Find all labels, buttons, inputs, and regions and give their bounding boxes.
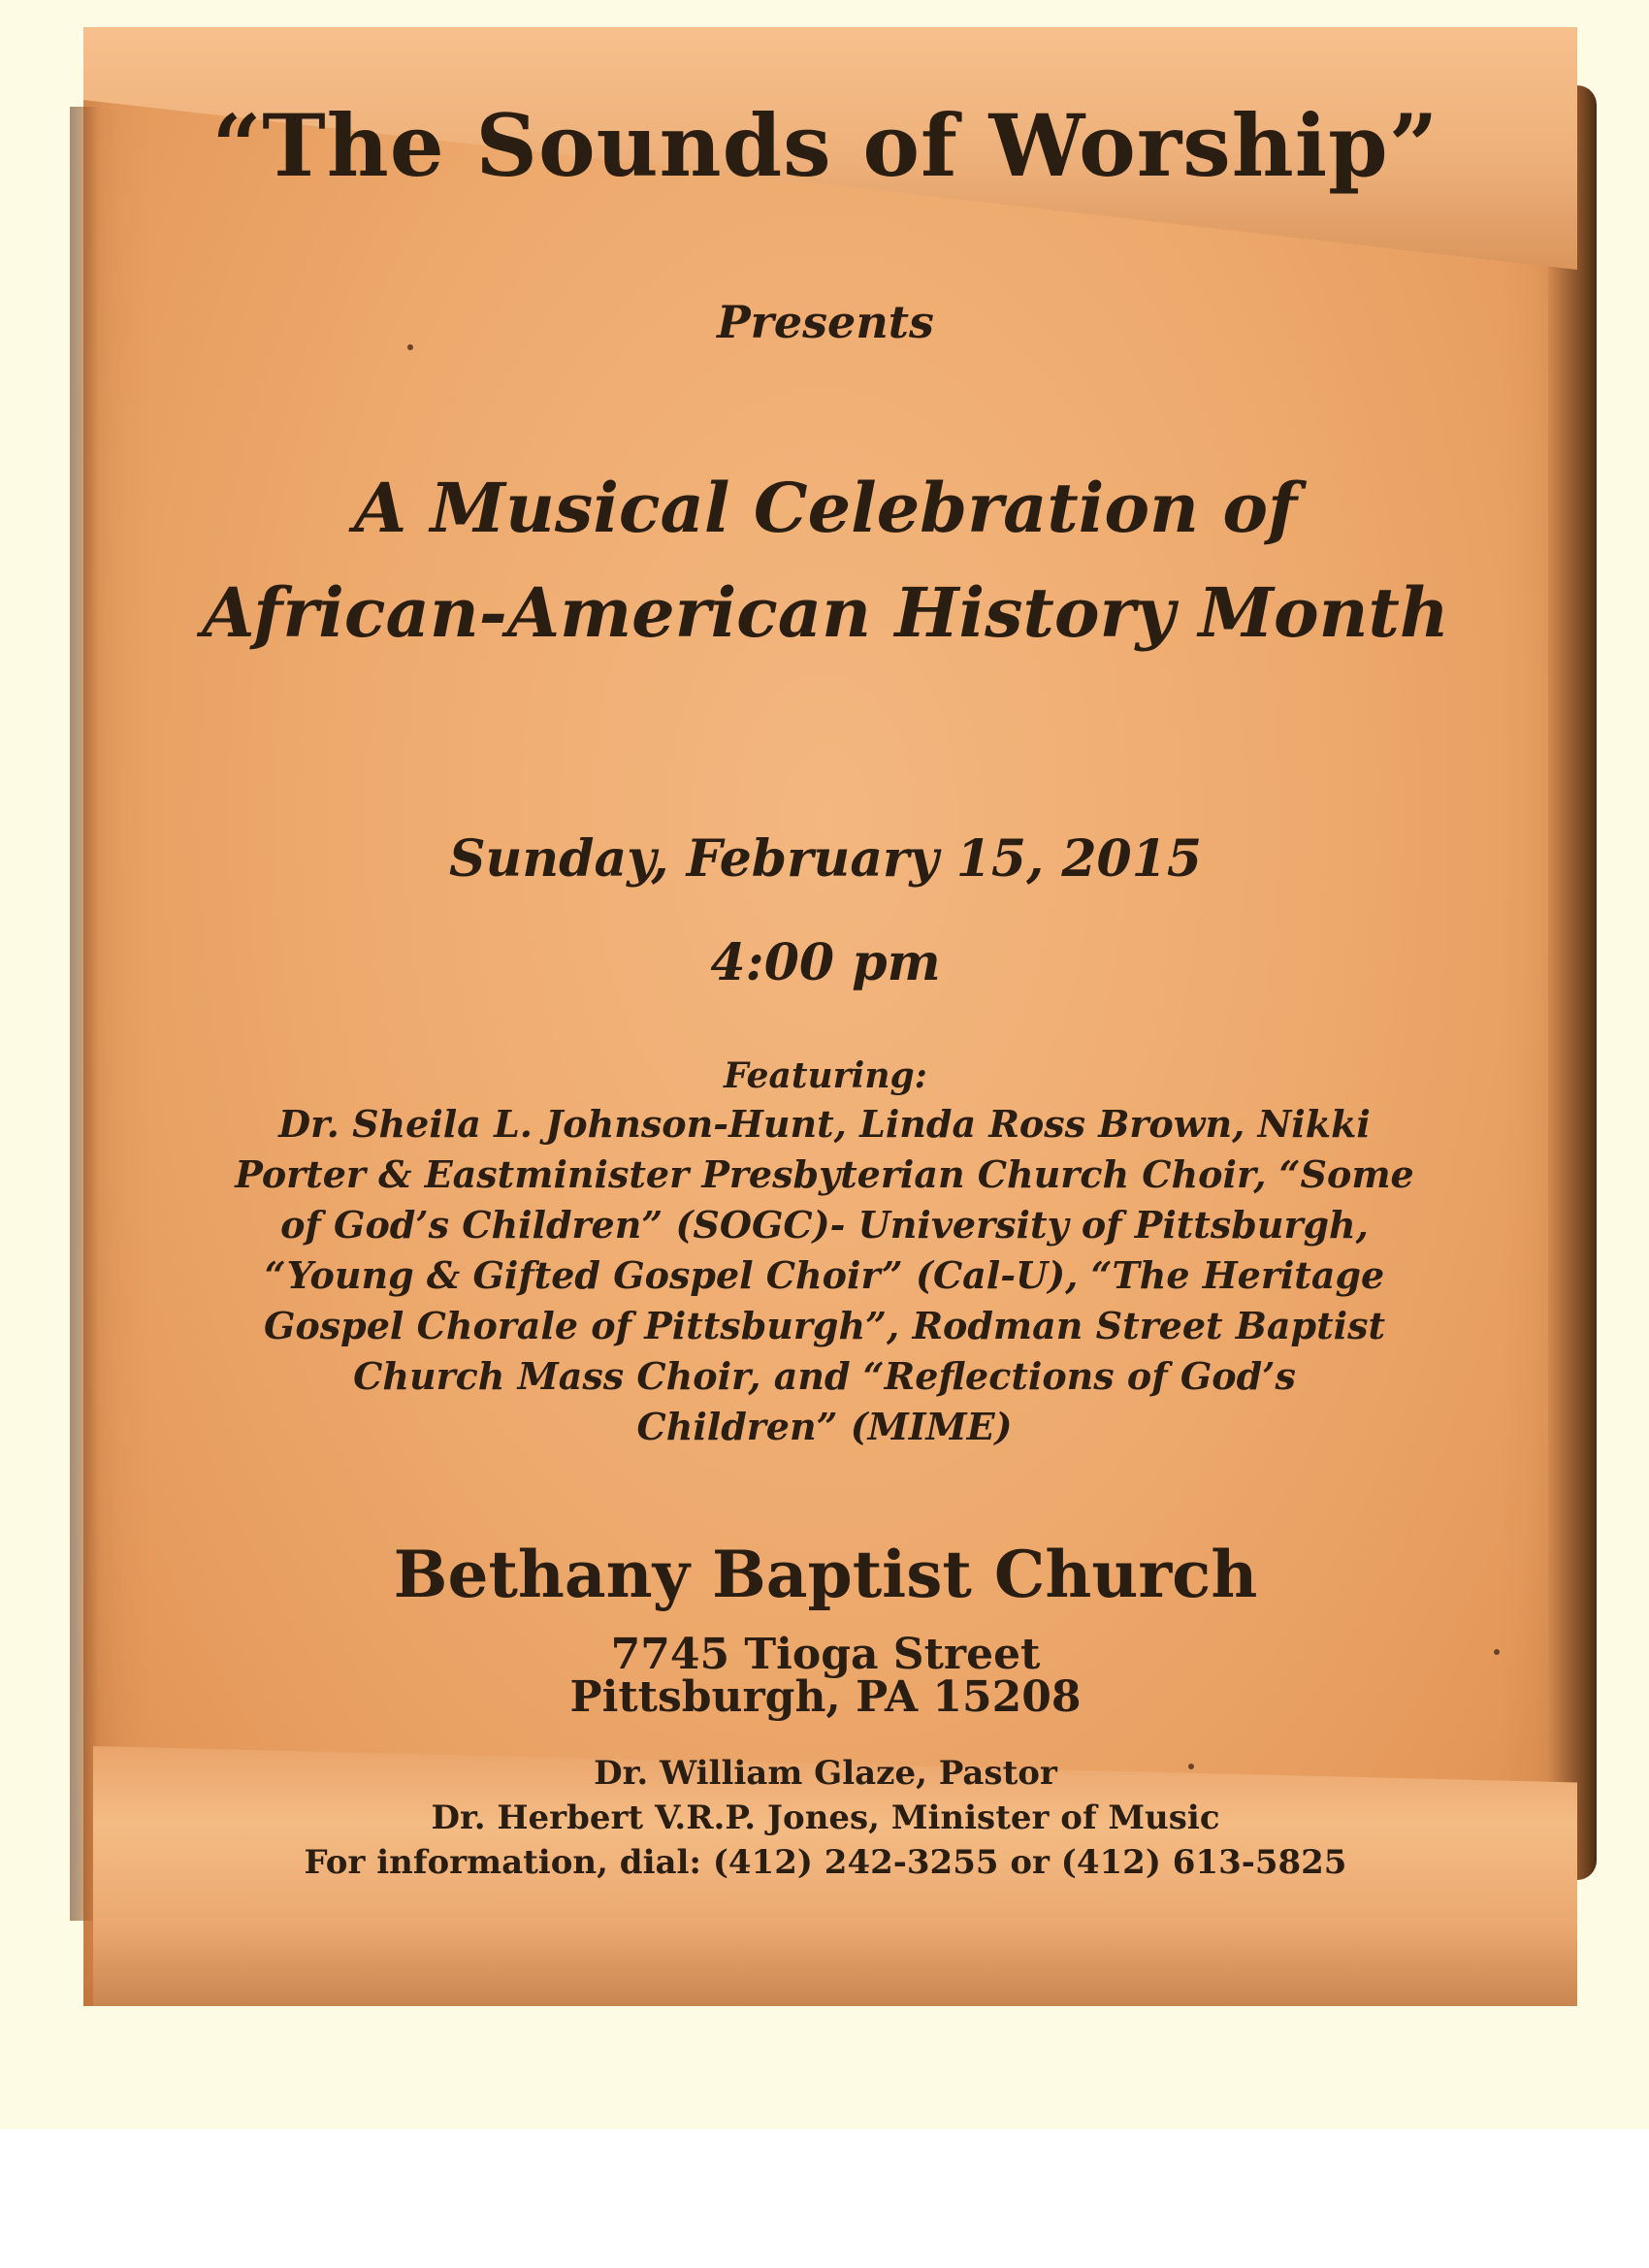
performers-line: Children” (MIME) xyxy=(636,1405,1013,1448)
info-phone-line: For information, dial: (412) 242-3255 or (412) 613-5825 xyxy=(304,1843,1347,1882)
performers-list xyxy=(126,1099,1523,1452)
minister-of-music-line: Dr. Herbert V.R.P. Jones, Minister of Music xyxy=(431,1798,1220,1837)
performers-line: Dr. Sheila L. Johnson-Hunt, Linda Ross Brown, Nikki xyxy=(278,1102,1371,1146)
event-series-title: “The Sounds of Worship” xyxy=(211,95,1439,196)
address-street: 7745 Tioga Street xyxy=(610,1630,1041,1679)
performers-line: “Young & Gifted Gospel Choir” (Cal-U), “The Heritage xyxy=(264,1253,1385,1297)
performers-line: Porter & Eastminister Presbyterian Church Choir, “Some xyxy=(235,1152,1414,1196)
performers-line: Church Mass Choir, and “Reflections of God’s xyxy=(353,1354,1296,1398)
event-heading xyxy=(83,456,1568,665)
pastor-line: Dr. William Glaze, Pastor xyxy=(594,1754,1057,1793)
heading-line-1: A Musical Celebration of xyxy=(353,468,1298,548)
presents-text: Presents xyxy=(717,296,934,348)
church-address xyxy=(83,1630,1568,1722)
heading-line-2: African-American History Month xyxy=(202,572,1449,653)
event-time: 4:00 pm xyxy=(710,933,941,992)
staff-and-contact xyxy=(83,1751,1568,1885)
featuring-label: Featuring: xyxy=(724,1055,927,1096)
performers-line: Gospel Chorale of Pittsburgh”, Rodman Street Baptist xyxy=(263,1304,1386,1347)
address-city: Pittsburgh, PA 15208 xyxy=(569,1672,1082,1722)
church-name: Bethany Baptist Church xyxy=(393,1537,1258,1612)
event-date: Sunday, February 15, 2015 xyxy=(448,829,1203,889)
performers-line: of God’s Children” (SOGC)- University of Pittsburgh, xyxy=(280,1203,1369,1247)
